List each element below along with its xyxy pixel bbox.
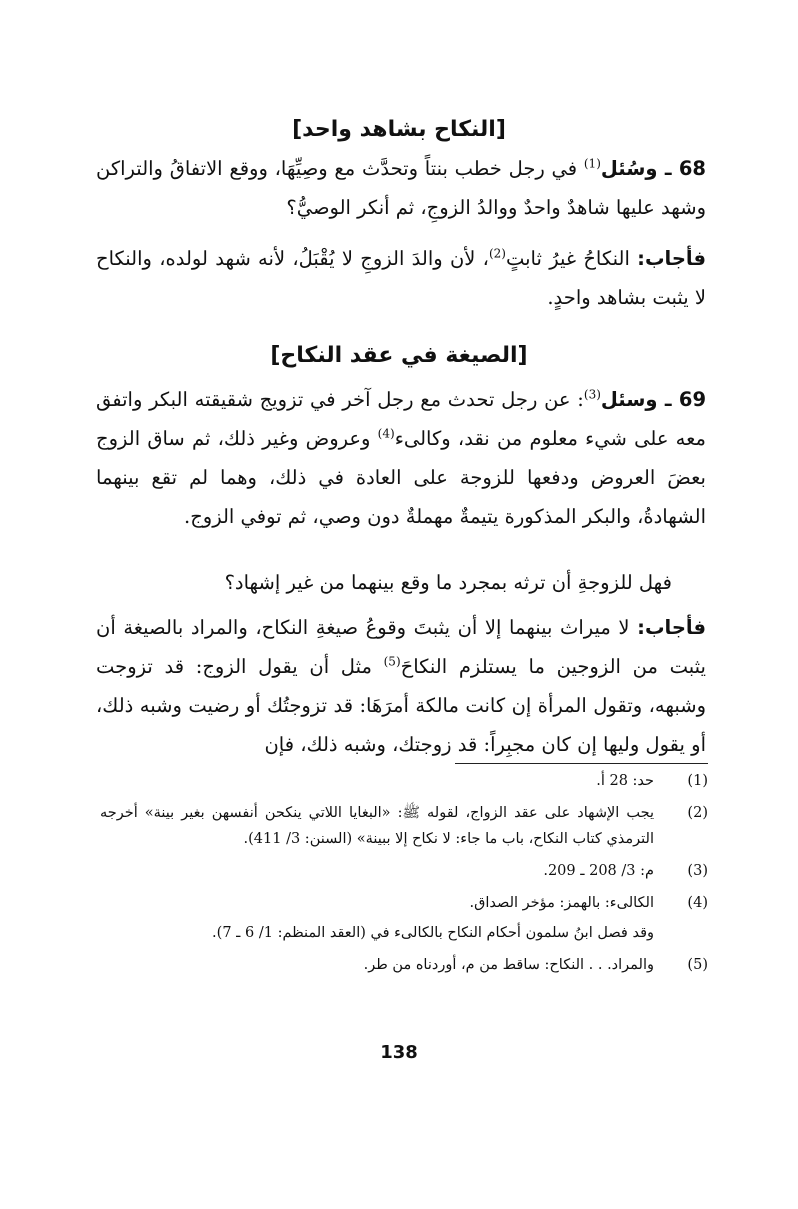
question-69-text-2: وعروض وغير ذلك، ثم ساق الزوج بعضَ العروض ودفعها للزوجة على العادة في ذلك، وهما لم تقع بينهما الشهادةُ، والبكر المذكورة يتيمةٌ مهملةٌ دون وصي، ثم توفي الزوج. — [96, 427, 706, 528]
footnote-number: (2) — [687, 805, 708, 821]
question-68-label: 68 ـ وسُئل — [600, 157, 706, 180]
footnote-number: (4) — [687, 895, 708, 911]
footnote-5 — [100, 952, 708, 978]
answer-69-text-2: مثل أن يقول الزوج: قد تزوجت وشبهه، وتقول المرأة إن كانت مالكة أمرَهَا: قد تزوجتُك أو رضيت وشبه ذلك، أو يقول وليها إن كان مجبِراً: قد زوجتك، وشبه ذلك، فإن — [96, 655, 706, 756]
footnote-text: وقد فصل ابنُ سلمون أحكام النكاح بالكالىء في (العقد المنظم: 1/ 6 ـ 7). — [212, 925, 654, 941]
footnote-3 — [100, 858, 708, 884]
section-heading-1: [النكاح بشاهد واحد] — [292, 117, 506, 142]
footnote-number — [670, 920, 708, 946]
footnote-divider — [455, 763, 708, 764]
question-68 — [96, 149, 706, 227]
footnote-number: (5) — [687, 957, 708, 973]
answer-69-label: فأجاب: — [637, 616, 706, 639]
footnote-1 — [100, 768, 708, 794]
footnotes — [100, 768, 708, 978]
question-68-text: في رجل خطب بنتاً وتحدَّث مع وصِيِّهَا، ووقع الاتفاقُ والتراكن وشهد عليها شاهدٌ واحدٌ ووالدُ الزوجِ، ثم أنكر الوصيُّ؟ — [96, 157, 706, 219]
footnote-2 — [100, 800, 708, 852]
footnote-text: والمراد. . . النكاح: ساقط من م، أوردناه من طر. — [363, 957, 654, 973]
answer-69 — [96, 608, 706, 764]
footnote-number: (1) — [687, 773, 708, 789]
footnote-4-continued — [100, 920, 708, 946]
footnote-4 — [100, 890, 708, 916]
answer-68-text-1: النكاحُ غيرُ ثابتٍ — [505, 247, 638, 270]
footnote-text: حد: 28 أ. — [596, 773, 654, 789]
answer-68-label: فأجاب: — [637, 247, 707, 270]
question-69-followup: فهل للزوجةِ أن ترثه بمجرد ما وقع بينهما من غير إشهاد؟ — [224, 571, 672, 594]
question-69-label: 69 ـ وسئل — [600, 388, 707, 411]
question-69 — [96, 380, 706, 536]
question-69-text-1: : عن رجل تحدث مع رجل آخر في تزويج شقيقته البكر واتفق معه على شيء معلوم من نقد، وكالىء — [96, 388, 706, 450]
page-number: 138 — [380, 1042, 418, 1063]
answer-68 — [96, 239, 706, 317]
footnote-text: الكالىء: بالهمز: مؤخر الصداق. — [469, 895, 654, 911]
footnote-ref-4: (4) — [377, 426, 395, 441]
answer-68-text-2: ، لأن والدَ الزوجِ لا يُقْبَلُ، لأنه شهد لولده، والنكاح لا يثبت بشاهد واحدٍ. — [96, 247, 706, 309]
footnote-text: يجب الإشهاد على عقد الزواج، لقوله ﷺ: «البغايا اللاتي ينكحن أنفسهن بغير بينة» أخرجه الترمذي كتاب النكاح، باب ما جاء: لا نكاح إلا ببينة» (السنن: 3/ 411). — [100, 805, 654, 847]
footnote-ref-2: (2) — [488, 246, 506, 261]
footnote-ref-5: (5) — [383, 654, 401, 669]
footnote-ref-1: (1) — [583, 156, 601, 171]
footnote-number: (3) — [687, 863, 708, 879]
section-heading-2: [الصيغة في عقد النكاح] — [270, 343, 528, 368]
footnote-ref-3: (3) — [583, 387, 601, 402]
footnote-text: م: 3/ 208 ـ 209. — [543, 863, 654, 879]
answer-69-text-1: لا ميراث بينهما إلا أن يثبتَ وقوعُ صيغةِ النكاح، والمراد بالصيغة أن يثبت من الزوجين ما يستلزم النكاحَ — [96, 616, 706, 678]
